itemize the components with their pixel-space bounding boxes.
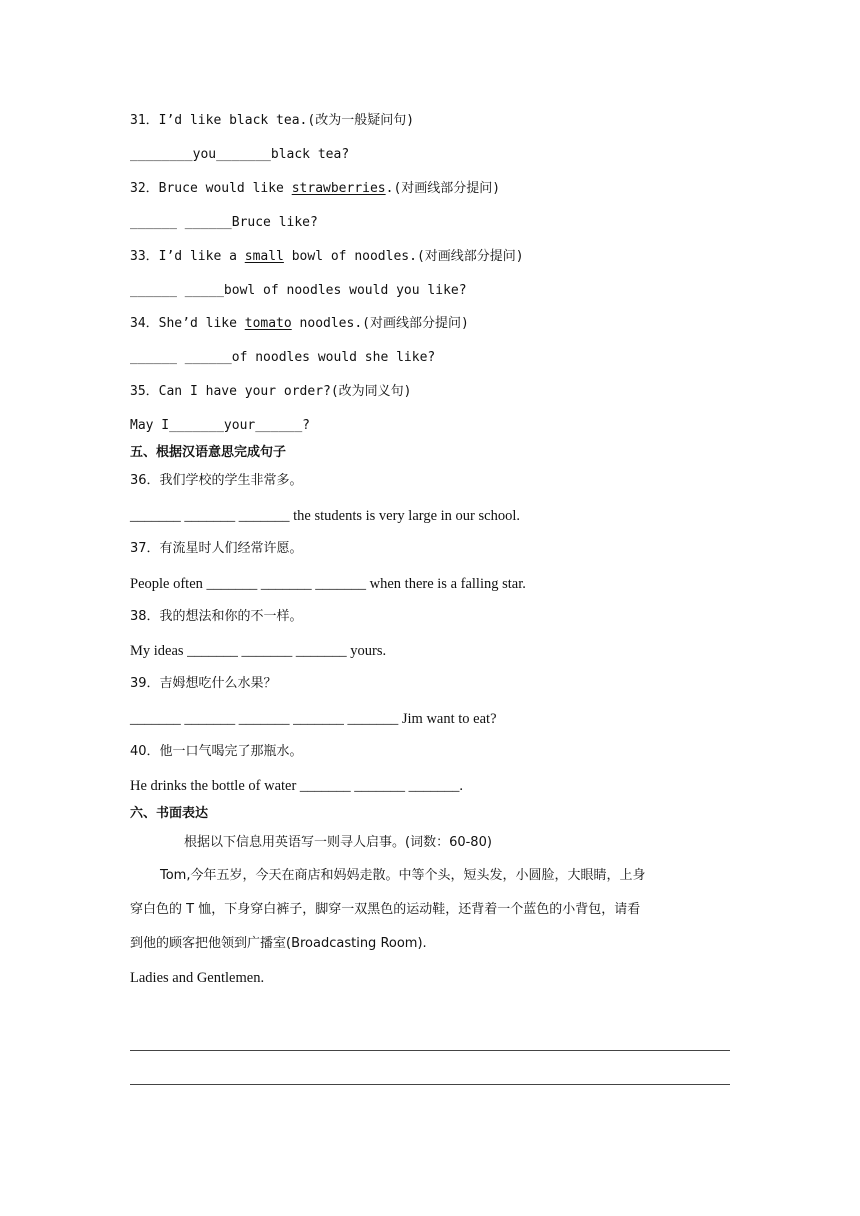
question-number: 38． (130, 609, 160, 624)
writing-prompt-line-2: 穿白色的 T 恤，下身穿白裤子，脚穿一双黑色的运动鞋，还背着一个蓝色的小背包，请看 (130, 902, 641, 917)
question-text-post: .(对画线部分提问) (385, 181, 501, 196)
question-31 (130, 112, 414, 130)
question-36 (130, 472, 303, 490)
answer-36: _______ _______ _______ the students is very large in our school. (130, 508, 520, 524)
underlined-word: tomato (244, 316, 292, 331)
question-text-pre: Bruce would like (158, 181, 292, 196)
question-text: 有流星时人们经常许愿。 (159, 541, 303, 556)
question-text: 我的想法和你的不一样。 (159, 609, 303, 624)
question-text: Can I have your order?(改为同义句) (158, 384, 412, 399)
question-39 (130, 675, 277, 693)
question-number: 40． (130, 744, 160, 759)
question-40 (130, 743, 303, 761)
question-number: 39． (130, 676, 160, 691)
answer-38: My ideas _______ _______ _______ yours. (130, 643, 387, 659)
writing-instruction: 根据以下信息用英语写一则寻人启事。(词数：60-80) (184, 835, 492, 850)
answer-37: People often _______ _______ _______ when there is a falling star. (130, 576, 526, 592)
question-number: 32． (130, 181, 159, 196)
question-text: 我们学校的学生非常多。 (159, 473, 303, 488)
underlined-word: strawberries (291, 181, 386, 196)
question-34 (130, 315, 469, 333)
section-title: 五、根据汉语意思完成句子 (130, 445, 287, 460)
question-text-pre: I’d like a (158, 249, 245, 264)
question-35 (130, 383, 412, 401)
question-text-pre: She’d like (158, 316, 245, 331)
question-number: 34． (130, 316, 159, 331)
writing-line[interactable] (130, 1050, 730, 1051)
question-text: I’d like black tea.(改为一般疑问句) (158, 113, 415, 128)
writing-line[interactable] (130, 1084, 730, 1085)
question-text: 他一口气喝完了那瓶水。 (159, 744, 303, 759)
question-37 (130, 540, 303, 558)
answer-31: ________you_______black tea? (130, 147, 350, 162)
answer-34: ______ ______of noodles would she like? (130, 350, 436, 365)
answer-40: He drinks the bottle of water _______ _______ _______. (130, 778, 464, 794)
answer-39: _______ _______ _______ _______ _______ Jim want to eat? (130, 711, 497, 727)
question-text: 吉姆想吃什么水果？ (159, 676, 277, 691)
answer-32: ______ ______Bruce like? (130, 215, 318, 230)
question-33 (130, 248, 524, 266)
question-32 (130, 180, 500, 198)
writing-prompt-line-1: Tom,今年五岁，今天在商店和妈妈走散。中等个头，短头发，小圆脸，大眼睛，上身 (160, 868, 646, 883)
section-title: 六、书面表达 (130, 806, 209, 821)
question-text-post: noodles.(对画线部分提问) (291, 316, 469, 331)
answer-33: ______ _____bowl of noodles would you like? (130, 283, 467, 298)
question-number: 37． (130, 541, 160, 556)
question-number: 31． (130, 113, 159, 128)
answer-35: May I_______your______? (130, 418, 311, 433)
question-number: 36． (130, 473, 160, 488)
question-text-post: bowl of noodles.(对画线部分提问) (283, 249, 524, 264)
question-38 (130, 608, 303, 626)
letter-opening: Ladies and Gentlemen. (130, 970, 265, 986)
question-number: 33． (130, 249, 159, 264)
question-number: 35． (130, 384, 159, 399)
writing-prompt-line-3: 到他的顾客把他领到广播室(Broadcasting Room). (130, 936, 427, 951)
underlined-word: small (244, 249, 284, 264)
